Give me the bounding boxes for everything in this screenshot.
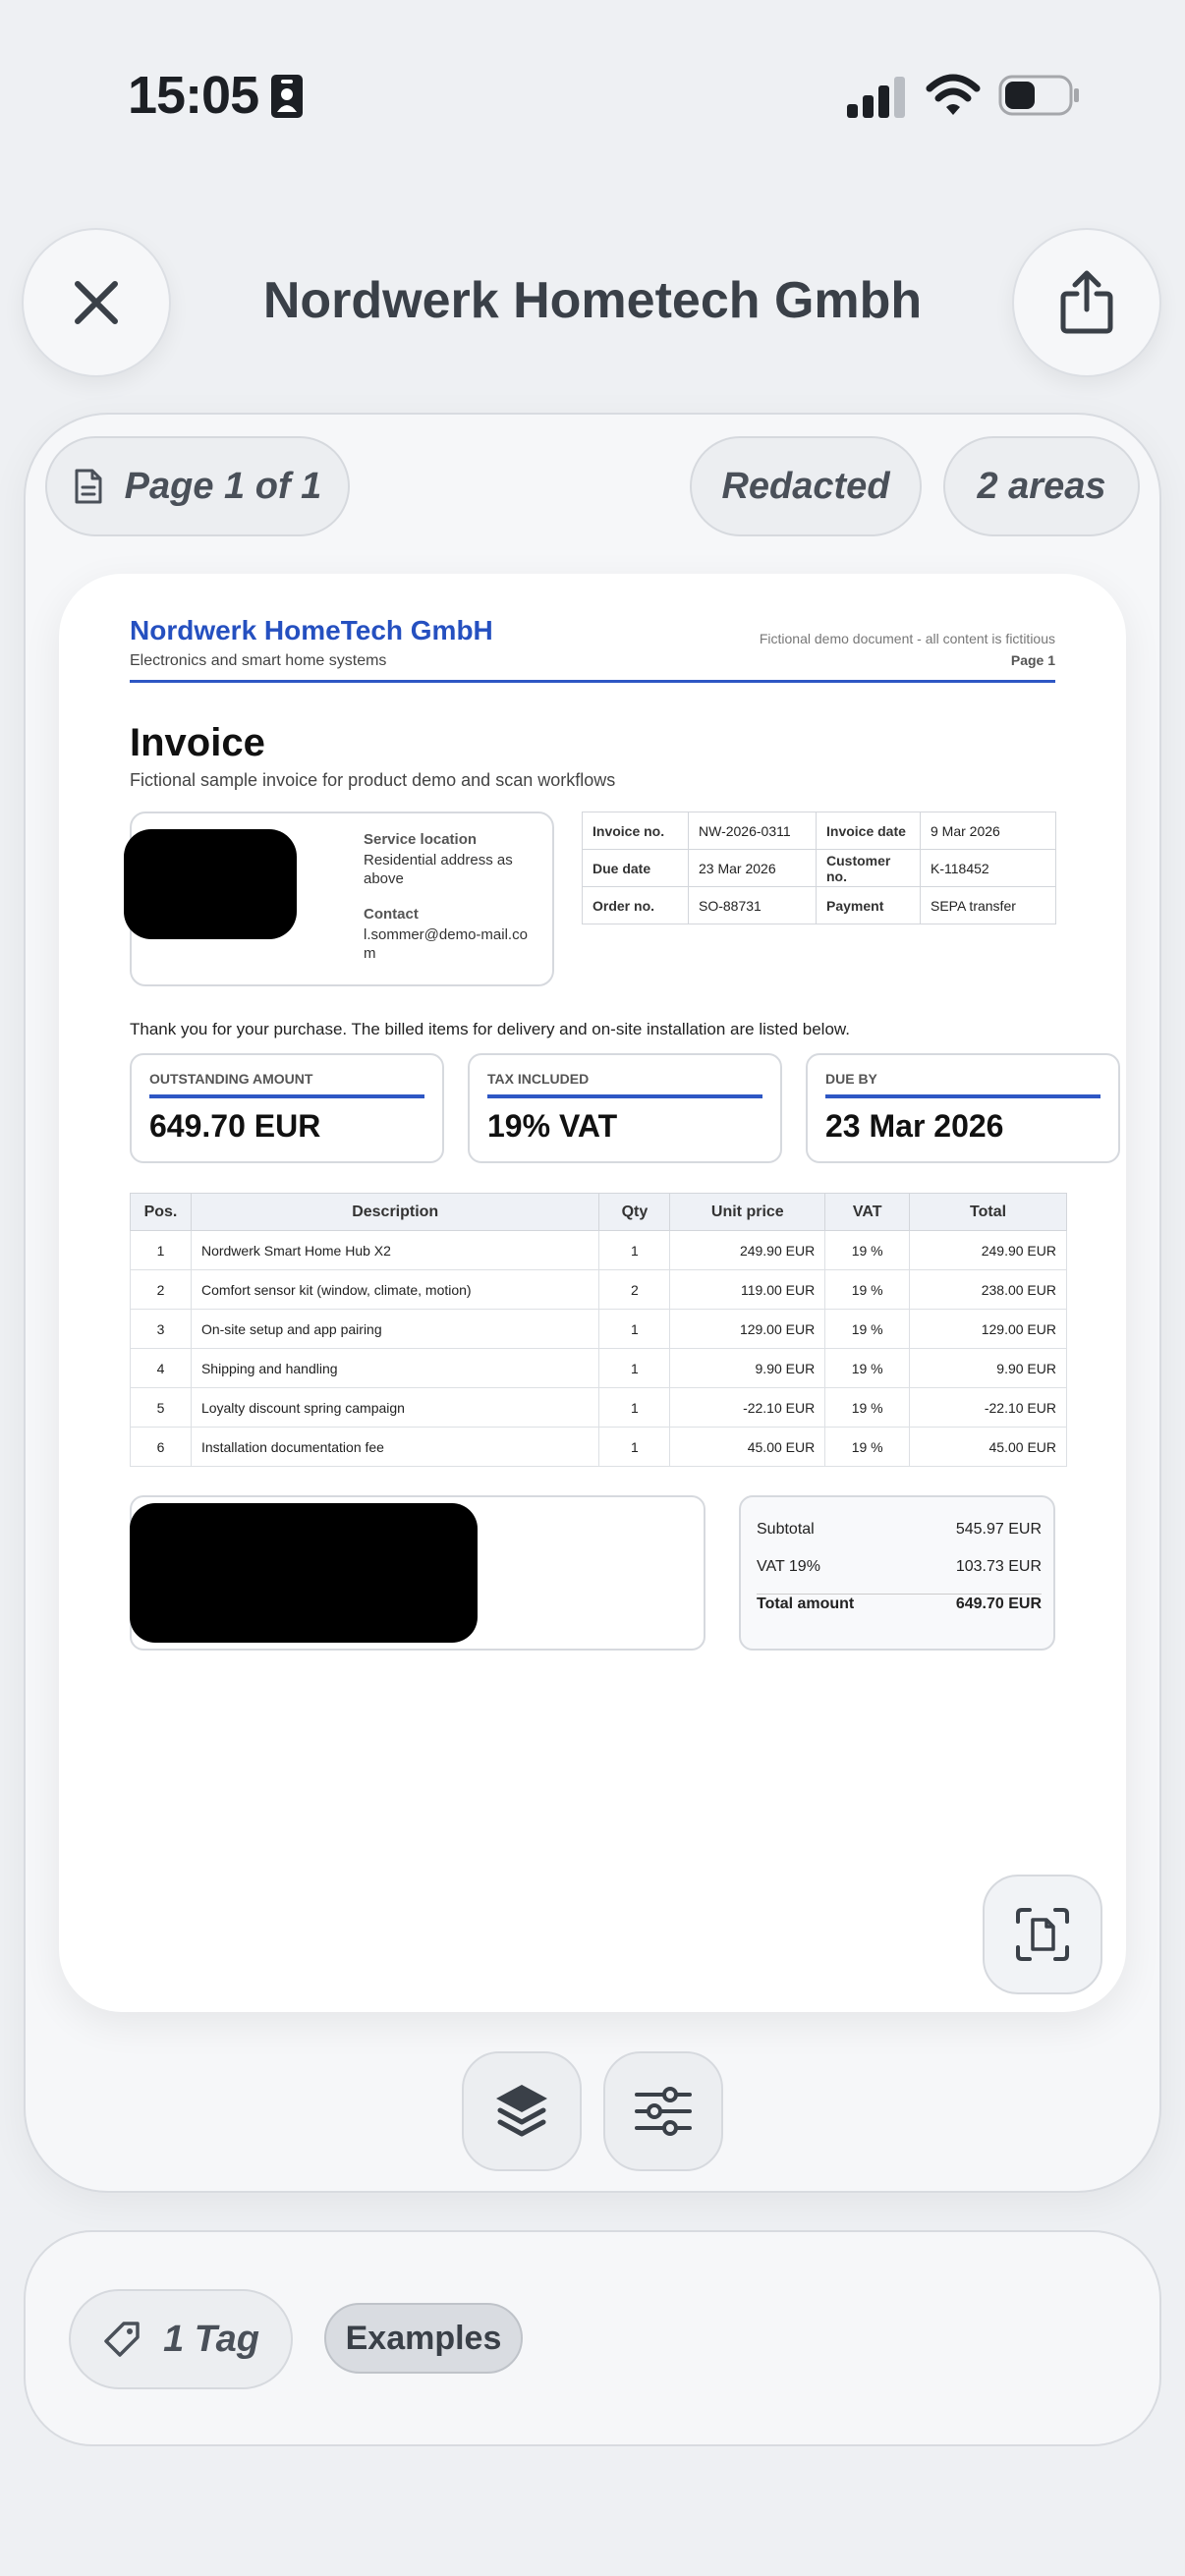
cell: Shipping and handling xyxy=(191,1349,599,1388)
table-row xyxy=(131,1231,1067,1270)
stat-label: TAX INCLUDED xyxy=(487,1071,590,1087)
vat-row xyxy=(757,1558,1042,1576)
cell: On-site setup and app pairing xyxy=(191,1310,599,1349)
cell: 9.90 EUR xyxy=(670,1349,825,1388)
cell: 19 % xyxy=(825,1310,910,1349)
contact-label: Contact xyxy=(364,906,419,923)
cell: 9.90 EUR xyxy=(910,1349,1067,1388)
redaction-area[interactable] xyxy=(124,829,297,939)
redacted-pill[interactable] xyxy=(690,436,922,536)
cell: 2 xyxy=(131,1270,192,1310)
cell: 19 % xyxy=(825,1428,910,1467)
column-header: VAT xyxy=(825,1194,910,1231)
table-row xyxy=(131,1388,1067,1428)
meta-label: Due date xyxy=(583,850,689,887)
meta-value: SO-88731 xyxy=(689,887,817,924)
layers-icon xyxy=(492,2081,551,2142)
subtotal-row xyxy=(757,1521,1042,1539)
filters-button[interactable] xyxy=(603,2051,723,2171)
page-indicator-label: Page 1 of 1 xyxy=(124,465,322,507)
cell: 1 xyxy=(599,1310,670,1349)
share-button[interactable] xyxy=(1012,228,1161,377)
stat-accent-bar xyxy=(825,1094,1100,1098)
cell: 238.00 EUR xyxy=(910,1270,1067,1310)
stat-accent-bar xyxy=(149,1094,424,1098)
cell: 45.00 EUR xyxy=(910,1428,1067,1467)
header-divider xyxy=(130,680,1055,683)
cell: 1 xyxy=(599,1388,670,1428)
tag-chip-label: Examples xyxy=(345,2319,502,2357)
meta-label: Customer no. xyxy=(817,850,921,887)
thanks-text: Thank you for your purchase. The billed items for delivery and on-site installation are listed below. xyxy=(130,1020,850,1038)
service-location-label: Service location xyxy=(364,831,478,848)
layers-button[interactable] xyxy=(462,2051,582,2171)
subtotal-value: 545.97 EUR xyxy=(955,1521,1042,1538)
meta-label: Invoice no. xyxy=(583,812,689,850)
meta-value: 9 Mar 2026 xyxy=(921,812,1056,850)
meta-value: SEPA transfer xyxy=(921,887,1056,924)
stat-card-tax xyxy=(468,1053,782,1163)
meta-value: K-118452 xyxy=(921,850,1056,887)
areas-pill[interactable] xyxy=(943,436,1140,536)
cell: -22.10 EUR xyxy=(910,1388,1067,1428)
total-label: Total amount xyxy=(757,1596,855,1612)
cell: 249.90 EUR xyxy=(910,1231,1067,1270)
invoice-subtitle: Fictional sample invoice for product demo and scan workflows xyxy=(130,770,616,790)
total-value: 649.70 EUR xyxy=(955,1596,1042,1612)
meta-label: Payment xyxy=(817,887,921,924)
status-time: 15:05 xyxy=(128,66,259,125)
cell: 129.00 EUR xyxy=(670,1310,825,1349)
status-bar xyxy=(0,0,1185,187)
redacted-label: Redacted xyxy=(721,465,890,507)
battery-icon xyxy=(998,75,1081,116)
tag-icon xyxy=(102,2320,141,2359)
totals-box xyxy=(739,1495,1055,1651)
person-badge-icon xyxy=(269,73,305,120)
close-button[interactable] xyxy=(22,228,171,377)
cell: 19 % xyxy=(825,1270,910,1310)
cell: 5 xyxy=(131,1388,192,1428)
column-header: Unit price xyxy=(670,1194,825,1231)
tag-chip-examples[interactable] xyxy=(324,2303,523,2374)
cell: 4 xyxy=(131,1349,192,1388)
cell: 119.00 EUR xyxy=(670,1270,825,1310)
cell: 6 xyxy=(131,1428,192,1467)
scan-document-button[interactable] xyxy=(983,1875,1102,1994)
invoice-document[interactable] xyxy=(59,574,1126,2012)
company-name: Nordwerk HomeTech GmbH xyxy=(130,615,493,645)
cell: 249.90 EUR xyxy=(670,1231,825,1270)
column-header: Pos. xyxy=(131,1194,192,1231)
meta-label: Invoice date xyxy=(817,812,921,850)
total-row xyxy=(757,1596,1042,1613)
cell: Installation documentation fee xyxy=(191,1428,599,1467)
meta-label: Order no. xyxy=(583,887,689,924)
cell: 3 xyxy=(131,1310,192,1349)
line-items-table xyxy=(130,1193,1067,1467)
tag-count-pill[interactable] xyxy=(69,2289,293,2389)
vat-value: 103.73 EUR xyxy=(955,1558,1042,1575)
cell: 45.00 EUR xyxy=(670,1428,825,1467)
table-header-row xyxy=(131,1194,1067,1231)
page-title: Nordwerk Hometech Gmbh xyxy=(262,272,923,329)
subtotal-label: Subtotal xyxy=(757,1521,815,1538)
cell: 129.00 EUR xyxy=(910,1310,1067,1349)
cell: 1 xyxy=(599,1428,670,1467)
cell: 19 % xyxy=(825,1231,910,1270)
column-header: Description xyxy=(191,1194,599,1231)
column-header: Qty xyxy=(599,1194,670,1231)
service-location-value: Residential address as above xyxy=(364,852,513,887)
stat-accent-bar xyxy=(487,1094,762,1098)
close-icon xyxy=(72,278,121,327)
contact-value: l.sommer@demo-mail.com xyxy=(364,926,528,962)
invoice-meta-table xyxy=(582,812,1056,924)
cell: -22.10 EUR xyxy=(670,1388,825,1428)
cell: Nordwerk Smart Home Hub X2 xyxy=(191,1231,599,1270)
document-icon xyxy=(74,468,103,505)
totals-divider xyxy=(757,1594,1042,1595)
vat-label: VAT 19% xyxy=(757,1558,820,1575)
cellular-signal-icon xyxy=(847,77,906,118)
page-indicator-pill[interactable] xyxy=(45,436,350,536)
wifi-icon xyxy=(926,73,981,118)
stat-label: DUE BY xyxy=(825,1071,877,1087)
document-scan-icon xyxy=(1014,1906,1071,1963)
meta-value: NW-2026-0311 xyxy=(689,812,817,850)
cell: 1 xyxy=(599,1231,670,1270)
column-header: Total xyxy=(910,1194,1067,1231)
cell: 19 % xyxy=(825,1349,910,1388)
cell: 1 xyxy=(131,1231,192,1270)
redaction-area[interactable] xyxy=(130,1503,478,1643)
tag-count-label: 1 Tag xyxy=(163,2318,259,2360)
stat-card-due xyxy=(806,1053,1120,1163)
cell: 2 xyxy=(599,1270,670,1310)
fictional-note: Fictional demo document - all content is fictitious xyxy=(759,631,1055,646)
stat-value: 19% VAT xyxy=(487,1108,618,1144)
cell: 1 xyxy=(599,1349,670,1388)
share-icon xyxy=(1059,270,1114,335)
table-row xyxy=(131,1310,1067,1349)
invoice-title: Invoice xyxy=(130,721,265,764)
stat-value: 23 Mar 2026 xyxy=(825,1108,1004,1144)
stat-label: OUTSTANDING AMOUNT xyxy=(149,1071,313,1087)
document-page-number: Page 1 xyxy=(1010,652,1055,668)
stat-value: 649.70 EUR xyxy=(149,1108,321,1144)
sliders-icon xyxy=(633,2085,694,2138)
table-row xyxy=(131,1270,1067,1310)
areas-label: 2 areas xyxy=(977,465,1106,507)
meta-value: 23 Mar 2026 xyxy=(689,850,817,887)
cell: Comfort sensor kit (window, climate, motion) xyxy=(191,1270,599,1310)
stat-card-outstanding xyxy=(130,1053,444,1163)
table-row xyxy=(131,1349,1067,1388)
cell: 19 % xyxy=(825,1388,910,1428)
cell: Loyalty discount spring campaign xyxy=(191,1388,599,1428)
table-row xyxy=(131,1428,1067,1467)
company-subtitle: Electronics and smart home systems xyxy=(130,652,387,669)
